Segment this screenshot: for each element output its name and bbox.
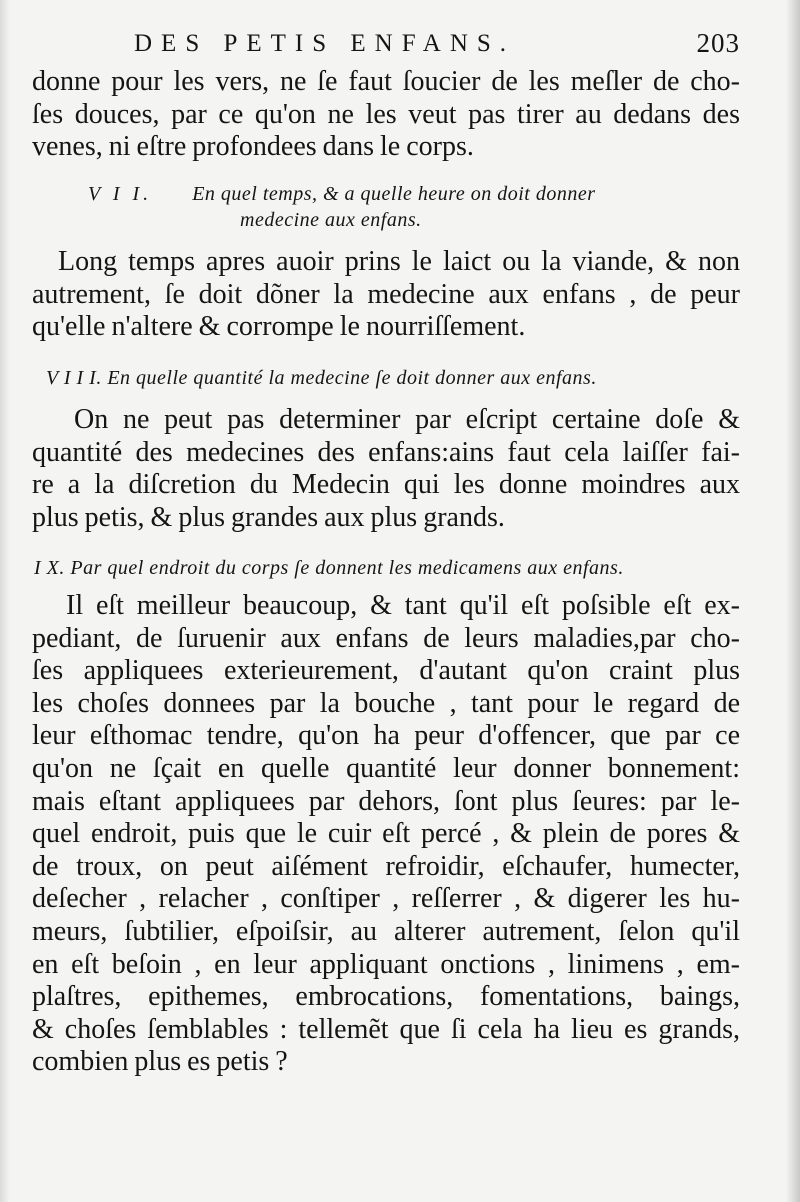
text-line: en eſt beſoin , en leur appliquant onctions , linimens , em- (32, 948, 740, 980)
paragraph-2 (32, 246, 740, 344)
text-line: quantité des medecines des enfans:ains faut cela laiſſer fai- (32, 436, 740, 468)
text-line: quel endroit, puis que le cuir eſt percé , & plein de pores & (32, 818, 740, 850)
page-edge-shadow-left (0, 0, 10, 1202)
text-line: deſecher , relacher , conſtiper , reſſerrer , & digerer les hu- (32, 883, 740, 915)
text-line: plus petis, & plus grandes aux plus grands. (32, 501, 505, 533)
page-number: 203 (696, 28, 740, 58)
text-line: venes, ni eſtre profondees dans le corps. (32, 131, 474, 163)
paragraph-3 (32, 404, 740, 534)
text-line: & choſes ſemblables : tellemẽt que ſi cela ha lieu es grands, (32, 1013, 740, 1045)
section-heading-8: V I I I. En quelle quantité la medecine ſe doit donner aux enfans. (46, 367, 597, 389)
text-line: ſes douces, par ce qu'on ne les veut pas tirer au dedans des (32, 98, 740, 130)
text-line: Il eſt meilleur beaucoup, & tant qu'il eſt poſsible eſt ex- (66, 590, 740, 621)
page-edge-shadow-right (786, 0, 800, 1202)
text-line: qu'elle n'altere & corrompe le nourriſſement. (32, 311, 526, 343)
text-line: meurs, ſubtilier, eſpoiſsir, au alterer autrement, ſelon qu'il (32, 915, 740, 947)
text-line: On ne peut pas determiner par eſcript certaine doſe & (74, 404, 740, 435)
page-header (120, 28, 740, 62)
text-line: plaſtres, epithemes, embrocations, fomentations, baings, (32, 981, 740, 1013)
section-title-line: medecine aux enfans. (240, 209, 422, 231)
text-line: donne pour les vers, ne ſe faut ſoucier de les meſler de cho- (32, 66, 740, 97)
section-heading-7-cont (240, 208, 422, 232)
section-numeral: V I I. (88, 183, 153, 205)
text-line: autrement, ſe doit dõner la medecine aux enfans , de peur (32, 278, 740, 310)
text-line: mais eſtant appliquees par dehors, ſont plus ſeures: par le- (32, 785, 740, 817)
paragraph-4 (32, 590, 740, 1079)
text-line: leur eſthomac tendre, qu'on ha peur d'offencer, que par ce (32, 720, 740, 752)
running-head: DES PETIS ENFANS. (134, 30, 516, 57)
paragraph-1 (32, 66, 740, 164)
section-title-line: En quel temps, & a quelle heure on doit donner (192, 183, 596, 205)
text-line: combien plus es petis ? (32, 1046, 288, 1078)
text-line: de troux, on peut aiſément refroidir, eſchaufer, humecter, (32, 850, 740, 882)
text-line: qu'on ne ſçait en quelle quantité leur donner bonnement: (32, 752, 740, 784)
text-line: Long temps apres auoir prins le laict ou la viande, & non (58, 246, 740, 277)
text-line: ſes appliquees exterieurement, d'autant qu'on craint plus (32, 655, 740, 687)
section-heading-9: I X. Par quel endroit du corps ſe donnent les medicamens aux enfans. (34, 557, 624, 579)
text-line: re a la diſcretion du Medecin qui les donne moindres aux (32, 469, 740, 501)
text-line: les choſes donnees par la bouche , tant pour le regard de (32, 687, 740, 719)
section-heading-7 (88, 182, 596, 206)
text-line: pediant, de ſuruenir aux enfans de leurs maladies,par cho- (32, 622, 740, 654)
